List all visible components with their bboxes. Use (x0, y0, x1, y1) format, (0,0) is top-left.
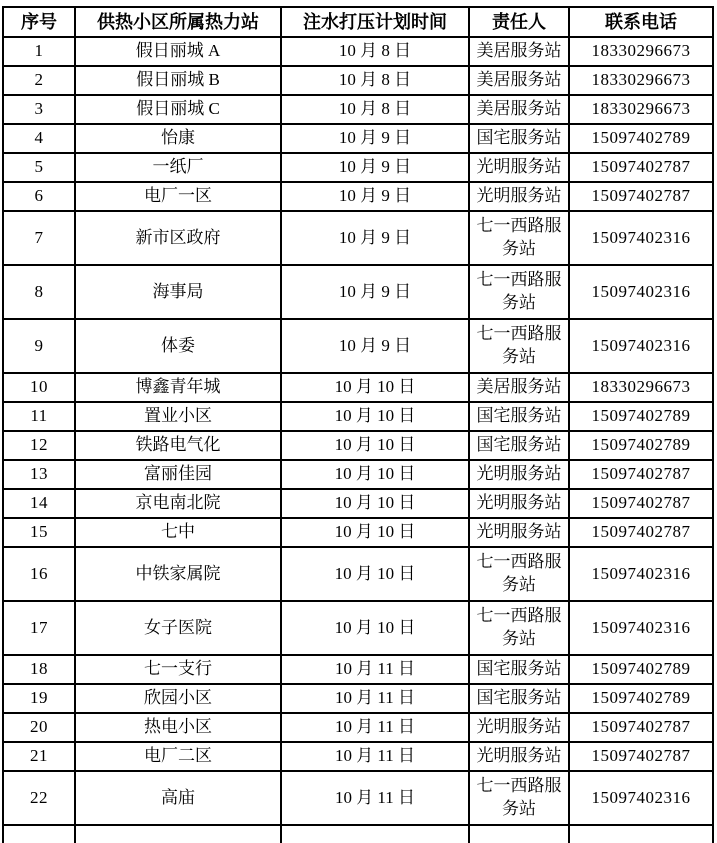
cell-contact-phone: 15097402787 (569, 713, 713, 742)
empty-cell (75, 825, 281, 843)
cell-responsible-station: 国宅服务站 (469, 402, 569, 431)
cell-community-name: 中铁家属院 (75, 547, 281, 601)
cell-responsible-station: 美居服务站 (469, 37, 569, 66)
cell-responsible-station: 光明服务站 (469, 518, 569, 547)
table-row (3, 95, 713, 124)
table-header-row (3, 7, 713, 37)
cell-responsible-station: 光明服务站 (469, 742, 569, 771)
table-row (3, 489, 713, 518)
cell-plan-date: 10 月 9 日 (281, 182, 469, 211)
cell-serial-number: 6 (3, 182, 75, 211)
column-header-contact-phone: 联系电话 (569, 7, 713, 37)
cell-responsible-station: 国宅服务站 (469, 655, 569, 684)
cell-plan-date: 10 月 10 日 (281, 601, 469, 655)
table-row (3, 66, 713, 95)
table-row (3, 684, 713, 713)
table-row (3, 373, 713, 402)
cell-serial-number: 7 (3, 211, 75, 265)
cell-responsible-station: 光明服务站 (469, 182, 569, 211)
table-row (3, 265, 713, 319)
cell-community-name: 欣园小区 (75, 684, 281, 713)
cell-contact-phone: 15097402316 (569, 265, 713, 319)
cell-serial-number: 17 (3, 601, 75, 655)
table-row (3, 771, 713, 825)
cell-community-name: 体委 (75, 319, 281, 373)
cell-contact-phone: 18330296673 (569, 95, 713, 124)
cell-contact-phone: 15097402787 (569, 489, 713, 518)
cell-community-name: 怡康 (75, 124, 281, 153)
cell-plan-date: 10 月 9 日 (281, 153, 469, 182)
cell-serial-number: 10 (3, 373, 75, 402)
cell-community-name: 电厂二区 (75, 742, 281, 771)
cell-community-name: 置业小区 (75, 402, 281, 431)
cell-responsible-station: 国宅服务站 (469, 684, 569, 713)
cell-contact-phone: 18330296673 (569, 37, 713, 66)
cell-serial-number: 9 (3, 319, 75, 373)
heating-schedule-table (2, 6, 714, 843)
cell-serial-number: 18 (3, 655, 75, 684)
cell-community-name: 假日丽城 B (75, 66, 281, 95)
cell-plan-date: 10 月 10 日 (281, 402, 469, 431)
cell-plan-date: 10 月 9 日 (281, 124, 469, 153)
cell-serial-number: 4 (3, 124, 75, 153)
cell-community-name: 高庙 (75, 771, 281, 825)
cell-plan-date: 10 月 10 日 (281, 547, 469, 601)
cell-community-name: 富丽佳园 (75, 460, 281, 489)
cell-plan-date: 10 月 10 日 (281, 489, 469, 518)
cell-community-name: 七一支行 (75, 655, 281, 684)
cell-responsible-station: 国宅服务站 (469, 431, 569, 460)
cell-plan-date: 10 月 11 日 (281, 684, 469, 713)
cell-serial-number: 15 (3, 518, 75, 547)
empty-cell (469, 825, 569, 843)
cell-community-name: 假日丽城 C (75, 95, 281, 124)
table-row (3, 713, 713, 742)
cell-contact-phone: 18330296673 (569, 66, 713, 95)
partial-clipped-row (3, 825, 713, 843)
table-row (3, 37, 713, 66)
cell-contact-phone: 15097402787 (569, 182, 713, 211)
cell-community-name: 新市区政府 (75, 211, 281, 265)
cell-serial-number: 2 (3, 66, 75, 95)
cell-plan-date: 10 月 10 日 (281, 518, 469, 547)
cell-responsible-station: 光明服务站 (469, 153, 569, 182)
cell-contact-phone: 15097402789 (569, 684, 713, 713)
cell-plan-date: 10 月 8 日 (281, 95, 469, 124)
cell-responsible-station: 光明服务站 (469, 460, 569, 489)
cell-contact-phone: 15097402316 (569, 211, 713, 265)
cell-plan-date: 10 月 9 日 (281, 319, 469, 373)
cell-contact-phone: 18330296673 (569, 373, 713, 402)
cell-contact-phone: 15097402787 (569, 742, 713, 771)
cell-plan-date: 10 月 8 日 (281, 66, 469, 95)
cell-contact-phone: 15097402316 (569, 547, 713, 601)
cell-plan-date: 10 月 10 日 (281, 431, 469, 460)
table-row (3, 601, 713, 655)
cell-serial-number: 12 (3, 431, 75, 460)
cell-serial-number: 19 (3, 684, 75, 713)
cell-community-name: 七中 (75, 518, 281, 547)
table-body (3, 37, 713, 843)
cell-community-name: 电厂一区 (75, 182, 281, 211)
cell-plan-date: 10 月 11 日 (281, 742, 469, 771)
cell-responsible-station: 七一西路服务站 (469, 265, 569, 319)
cell-community-name: 铁路电气化 (75, 431, 281, 460)
table-row (3, 460, 713, 489)
table-row (3, 518, 713, 547)
table-row (3, 402, 713, 431)
cell-responsible-station: 国宅服务站 (469, 124, 569, 153)
cell-contact-phone: 15097402316 (569, 771, 713, 825)
cell-contact-phone: 15097402789 (569, 124, 713, 153)
cell-responsible-station: 七一西路服务站 (469, 319, 569, 373)
cell-serial-number: 16 (3, 547, 75, 601)
cell-responsible-station: 光明服务站 (469, 489, 569, 518)
column-header-serial-number: 序号 (3, 7, 75, 37)
cell-contact-phone: 15097402789 (569, 431, 713, 460)
cell-responsible-station: 光明服务站 (469, 713, 569, 742)
cell-responsible-station: 七一西路服务站 (469, 601, 569, 655)
cell-contact-phone: 15097402789 (569, 655, 713, 684)
cell-responsible-station: 七一西路服务站 (469, 211, 569, 265)
cell-responsible-station: 七一西路服务站 (469, 547, 569, 601)
cell-community-name: 一纸厂 (75, 153, 281, 182)
table-row (3, 655, 713, 684)
empty-cell (281, 825, 469, 843)
empty-cell (3, 825, 75, 843)
cell-plan-date: 10 月 10 日 (281, 460, 469, 489)
cell-plan-date: 10 月 8 日 (281, 37, 469, 66)
cell-plan-date: 10 月 11 日 (281, 713, 469, 742)
empty-cell (569, 825, 713, 843)
cell-serial-number: 21 (3, 742, 75, 771)
cell-plan-date: 10 月 11 日 (281, 771, 469, 825)
cell-serial-number: 3 (3, 95, 75, 124)
cell-serial-number: 8 (3, 265, 75, 319)
cell-serial-number: 20 (3, 713, 75, 742)
cell-responsible-station: 七一西路服务站 (469, 771, 569, 825)
table-row (3, 153, 713, 182)
table-row (3, 547, 713, 601)
column-header-responsible-person: 责任人 (469, 7, 569, 37)
cell-responsible-station: 美居服务站 (469, 373, 569, 402)
cell-community-name: 海事局 (75, 265, 281, 319)
cell-serial-number: 1 (3, 37, 75, 66)
cell-community-name: 女子医院 (75, 601, 281, 655)
column-header-community-station: 供热小区所属热力站 (75, 7, 281, 37)
cell-contact-phone: 15097402316 (569, 319, 713, 373)
cell-serial-number: 14 (3, 489, 75, 518)
table-row (3, 431, 713, 460)
cell-community-name: 假日丽城 A (75, 37, 281, 66)
cell-community-name: 京电南北院 (75, 489, 281, 518)
cell-contact-phone: 15097402316 (569, 601, 713, 655)
cell-community-name: 博鑫青年城 (75, 373, 281, 402)
cell-serial-number: 11 (3, 402, 75, 431)
table-row (3, 182, 713, 211)
cell-plan-date: 10 月 9 日 (281, 211, 469, 265)
cell-community-name: 热电小区 (75, 713, 281, 742)
cell-contact-phone: 15097402787 (569, 460, 713, 489)
cell-serial-number: 5 (3, 153, 75, 182)
cell-contact-phone: 15097402789 (569, 402, 713, 431)
cell-contact-phone: 15097402787 (569, 153, 713, 182)
table-row (3, 124, 713, 153)
cell-serial-number: 22 (3, 771, 75, 825)
cell-contact-phone: 15097402787 (569, 518, 713, 547)
table-row (3, 742, 713, 771)
cell-responsible-station: 美居服务站 (469, 66, 569, 95)
cell-plan-date: 10 月 9 日 (281, 265, 469, 319)
table-row (3, 211, 713, 265)
cell-serial-number: 13 (3, 460, 75, 489)
cell-responsible-station: 美居服务站 (469, 95, 569, 124)
column-header-plan-date: 注水打压计划时间 (281, 7, 469, 37)
table-row (3, 319, 713, 373)
cell-plan-date: 10 月 11 日 (281, 655, 469, 684)
cell-plan-date: 10 月 10 日 (281, 373, 469, 402)
